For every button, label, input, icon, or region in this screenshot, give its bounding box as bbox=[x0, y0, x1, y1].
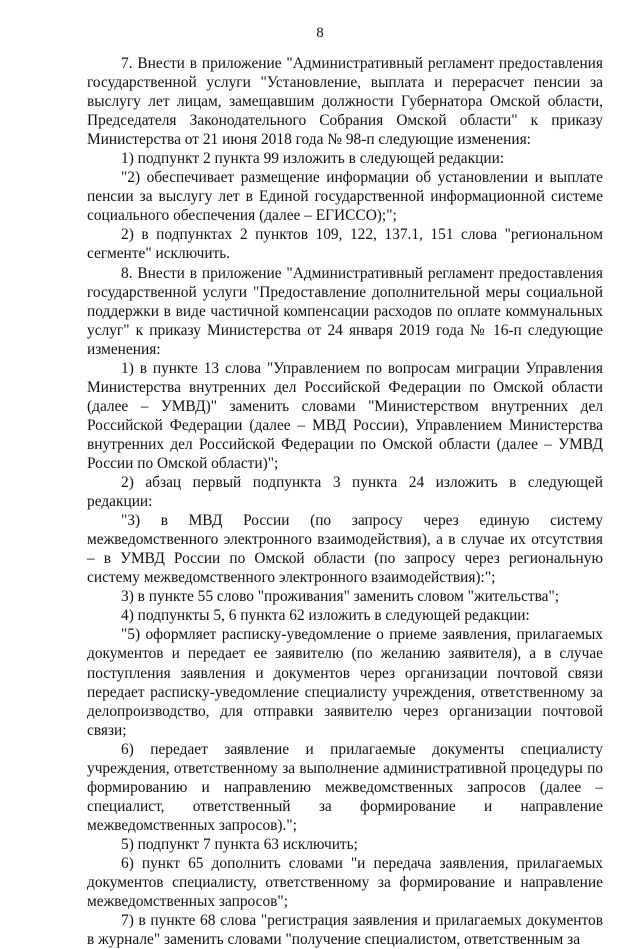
paragraph-subitem: 7) в пункте 68 слова "регистрация заявления и прилагаемых документов в журнале" заменить словами "получение специалистом, ответственным за bbox=[87, 912, 603, 949]
paragraph-quote: "5) оформляет расписку-уведомление о приеме заявления, прилагаемых документов и передает ее заявителю (по желанию заявителя), а в случае поступления заявления и документов через организации почтовой связи передает расписку-уведомление специалисту учреждения, ответственному за делопроизводство, для отправки заявителю через организации почтовой связи; bbox=[87, 626, 603, 739]
page-number: 8 bbox=[316, 25, 324, 41]
paragraph-quote: "3) в МВД России (по запросу через единую систему межведомственного электронного взаимодействия), а в случае их отсутствия – в УМВД России по Омской области (по запросу через региональную систему межведомственного электронного взаимодействия):"; bbox=[87, 512, 603, 587]
paragraph-subitem: 6) пункт 65 дополнить словами "и передача заявления, прилагаемых документов специалисту, ответственному за формирование и направление межведомственных запросов"; bbox=[87, 854, 603, 911]
paragraph-subitem: 4) подпункты 5, 6 пункта 62 изложить в следующей редакции: bbox=[121, 607, 530, 625]
paragraph-quote: 6) передает заявление и прилагаемые документы специалисту учреждения, ответственному за выполнение административной процедуры по формированию и направлению межведомственных запросов (далее – специалист, ответственный за формирование и направление межведомственных запросов)."; bbox=[87, 740, 603, 834]
paragraph-subitem: 3) в пункте 55 слово "проживания" заменить словом "жительства"; bbox=[121, 588, 560, 606]
paragraph-subitem: 2) абзац первый подпункта 3 пункта 24 изложить в следующей редакции: bbox=[87, 474, 603, 511]
paragraph-subitem: 1) подпункт 2 пункта 99 изложить в следующей редакции: bbox=[121, 150, 505, 168]
paragraph-subitem: 1) в пункте 13 слова "Управлением по вопросам миграции Управления Министерства внутренних дел Российской Федерации по Омской области (далее – УМВД)" заменить словами "Министерством внутренних дел Российской Федерации (далее – МВД России), Управлением Министерства внутренних дел Российской Федерации по Омской области (далее – УМВД России по Омской области)"; bbox=[87, 359, 603, 472]
paragraph-item-8: 8. Внести в приложение "Административный регламент предоставления государственной услуги "Предоставление дополнительной меры социальной поддержки в виде частичной компенсации расходов по оплате коммунальных услуг" к приказу Министерства от 24 января 2019 года № 16-п следующие изменения: bbox=[87, 264, 603, 358]
paragraph-subitem: 5) подпункт 7 пункта 63 исключить; bbox=[121, 835, 358, 853]
document-body bbox=[87, 54, 603, 949]
paragraph-subitem: 2) в подпунктах 2 пунктов 109, 122, 137.1, 151 слова "региональном сегменте" исключить. bbox=[87, 226, 603, 263]
paragraph-quote: "2) обеспечивает размещение информации об установлении и выплате пенсии за выслугу лет в Единой государственной информационной системе социального обеспечения (далее – ЕГИССО);"; bbox=[87, 169, 603, 225]
paragraph-item-7: 7. Внести в приложение "Административный регламент предоставления государственной услуги "Установление, выплата и перерасчет пенсии за выслугу лет лицам, замещавшим должности Губернатора Омской области, Председателя Законодательного Собрания Омской области" к приказу Министерства от 21 июня 2018 года № 98-п следующие изменения: bbox=[87, 55, 603, 149]
